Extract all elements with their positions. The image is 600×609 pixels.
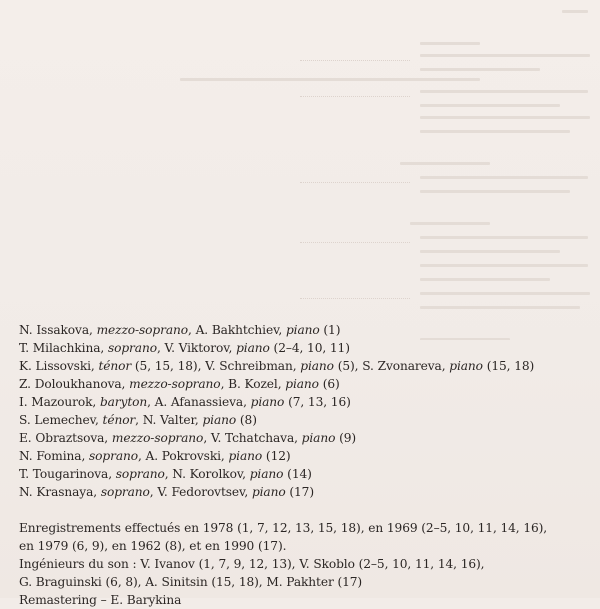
performer-line: K. Lissovski, ténor (5, 15, 18), V. Schreibman, piano (5), S. Zvonareva, piano (15, 18) [19, 359, 535, 373]
recording-dates-line: en 1979 (6, 9), en 1962 (8), et en 1990 (17). [19, 539, 287, 553]
recording-dates-line: Enregistrements effectués en 1978 (1, 7, 12, 13, 15, 18), en 1969 (2–5, 10, 11, 14, 16), [19, 521, 548, 535]
performer-line: E. Obraztsova, mezzo-soprano, V. Tchatchava, piano (9) [19, 431, 357, 445]
performer-line: T. Tougarinova, soprano, N. Korolkov, piano (14) [19, 467, 312, 481]
performer-line: N. Fomina, soprano, A. Pokrovski, piano (12) [19, 449, 291, 463]
sound-engineers-line: G. Braguinski (6, 8), A. Sinitsin (15, 18), M. Pakhter (17) [19, 575, 363, 589]
performer-line: N. Issakova, mezzo-soprano, A. Bakhtchiev, piano (1) [19, 323, 341, 337]
performer-line: T. Milachkina, soprano, V. Viktorov, piano (2–4, 10, 11) [19, 341, 350, 355]
performer-line: Z. Doloukhanova, mezzo-soprano, B. Kozel, piano (6) [19, 377, 340, 391]
remastering-line: Remastering – E. Barykina [19, 593, 182, 607]
paragraph-gap [19, 501, 589, 519]
performer-line: N. Krasnaya, soprano, V. Fedorovtsev, piano (17) [19, 485, 314, 499]
performer-credits [19, 321, 589, 609]
performer-line: S. Lemechev, ténor, N. Valter, piano (8) [19, 413, 257, 427]
performer-line: I. Mazourok, baryton, A. Afanassieva, piano (7, 13, 16) [19, 395, 351, 409]
sound-engineers-line: Ingénieurs du son : V. Ivanov (1, 7, 9, 12, 13), V. Skoblo (2–5, 10, 11, 14, 16), [19, 557, 485, 571]
